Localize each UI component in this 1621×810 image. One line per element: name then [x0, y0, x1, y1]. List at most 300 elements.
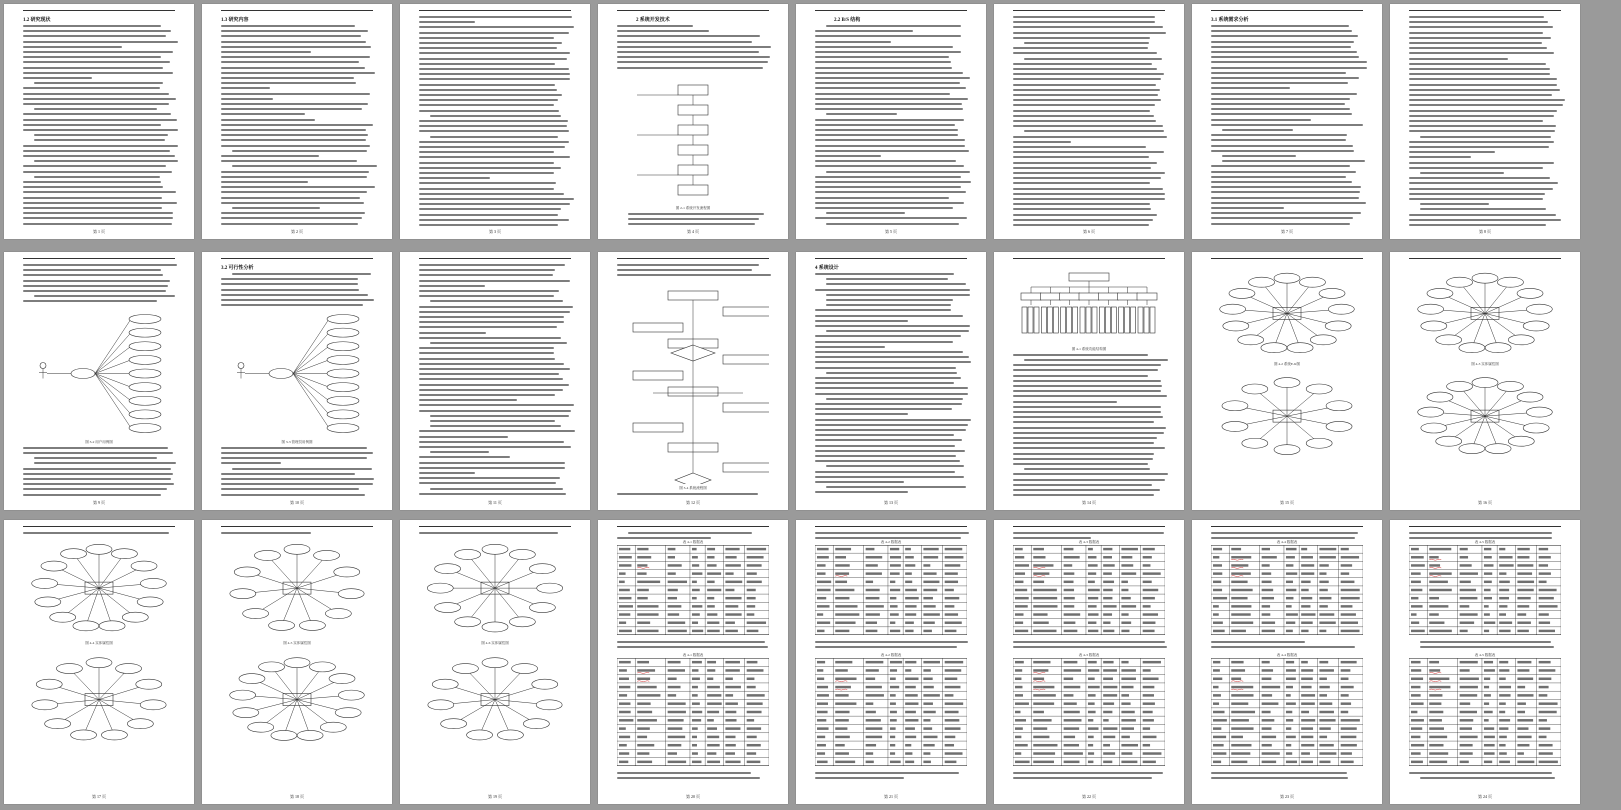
attribute-ellipse	[1523, 321, 1549, 331]
table-cell	[1286, 678, 1296, 680]
table-cell	[923, 564, 930, 566]
table-cell	[707, 686, 720, 688]
table-cell	[1262, 556, 1277, 558]
table-cell	[923, 589, 937, 591]
figure-caption: 图 3-3 管理员用例图	[281, 439, 313, 444]
table-cell	[1539, 661, 1551, 663]
table-cell	[1484, 736, 1495, 738]
attribute-ellipse	[512, 664, 538, 674]
table-cell	[1015, 761, 1030, 763]
flow-box	[678, 125, 708, 135]
document-page[interactable]	[202, 4, 392, 239]
table-cell	[692, 744, 697, 746]
page-number: 第 19 页	[488, 794, 502, 799]
document-page[interactable]	[4, 520, 194, 804]
tree-leaf	[1111, 307, 1116, 333]
text-line	[1409, 68, 1550, 70]
table-cell	[1484, 613, 1490, 615]
table-cell	[890, 661, 902, 663]
text-line	[419, 373, 559, 375]
text-line	[419, 130, 569, 132]
association	[95, 332, 131, 373]
table-cell	[725, 694, 733, 696]
table-cell	[1121, 702, 1130, 704]
table-cell	[1539, 572, 1551, 574]
table-cell	[707, 572, 721, 574]
text-line	[1222, 129, 1293, 131]
table-cell	[1064, 622, 1076, 624]
table-cell	[707, 622, 719, 624]
attribute-ellipse	[432, 679, 458, 689]
text-line	[1211, 93, 1357, 95]
tree-leaf	[1150, 307, 1155, 333]
page-header-rule	[1211, 526, 1363, 527]
text-line	[815, 315, 963, 317]
text-line	[232, 150, 366, 152]
text-line	[1013, 21, 1155, 23]
table-cell	[1301, 564, 1314, 566]
table-cell	[1143, 744, 1150, 746]
text-line	[826, 294, 970, 296]
text-line	[419, 224, 558, 226]
text-line	[419, 208, 561, 210]
table-cell	[1484, 605, 1489, 607]
usecase-ellipse	[129, 410, 161, 419]
text-line	[826, 398, 962, 400]
table-cell	[1460, 630, 1468, 632]
usecase-ellipse	[327, 342, 359, 351]
text-line	[815, 46, 953, 48]
attribute-ellipse	[1325, 321, 1351, 331]
text-line	[1013, 375, 1148, 377]
document-page[interactable]	[202, 252, 392, 510]
table-cell	[747, 678, 755, 680]
text-line	[1013, 532, 1164, 534]
text-line	[1409, 26, 1553, 28]
text-line	[1409, 120, 1543, 122]
table-cell	[1517, 761, 1534, 763]
data-table	[1211, 545, 1363, 635]
table-cell	[1143, 669, 1151, 671]
text-line	[1211, 186, 1361, 188]
association	[95, 360, 131, 374]
table-cell	[1319, 761, 1330, 763]
table-cell	[619, 605, 633, 607]
attribute-ellipse	[1274, 378, 1300, 388]
page-header-rule	[1409, 258, 1561, 259]
text-line	[1409, 177, 1550, 179]
document-page[interactable]	[202, 520, 392, 804]
table-cell	[866, 694, 884, 696]
attribute-ellipse	[41, 561, 67, 571]
table-cell	[1033, 572, 1049, 574]
table-cell	[923, 678, 932, 680]
table-cell	[1517, 736, 1531, 738]
text-line	[1409, 58, 1508, 60]
figure-caption: 图 4-6 实体属性图	[481, 641, 509, 646]
table-cell	[1429, 564, 1440, 566]
page-header-rule	[617, 10, 769, 11]
table-cell	[668, 622, 686, 624]
attribute-ellipse	[1418, 407, 1444, 417]
text-line	[815, 108, 963, 110]
text-line	[617, 35, 760, 37]
table-cell	[1064, 605, 1075, 607]
table-cell	[619, 727, 626, 729]
text-line	[815, 424, 968, 426]
attribute-ellipse	[1508, 437, 1534, 447]
document-page[interactable]	[1390, 4, 1580, 239]
text-line	[34, 176, 159, 178]
text-line	[1024, 468, 1150, 470]
text-line	[419, 295, 554, 297]
attribute-ellipse	[1427, 289, 1453, 299]
page-header-rule	[419, 526, 571, 527]
text-line	[419, 316, 564, 318]
text-line	[23, 285, 168, 287]
table-cell	[1460, 694, 1478, 696]
table-cell	[1429, 752, 1448, 754]
text-line	[23, 212, 173, 214]
text-line	[221, 67, 365, 69]
table-cell	[923, 572, 936, 574]
table-cell	[668, 564, 682, 566]
page-header-rule	[419, 10, 571, 11]
table-caption: 表 4-4 数据表	[1276, 653, 1298, 657]
table-cell	[1064, 572, 1075, 574]
table-cell	[866, 597, 880, 599]
page-number: 第 9 页	[93, 500, 105, 505]
table-cell	[692, 719, 701, 721]
table-cell	[1484, 711, 1493, 713]
document-page[interactable]	[796, 520, 986, 804]
text-line	[815, 532, 969, 534]
table-cell	[1539, 711, 1557, 713]
table-cell	[835, 613, 859, 615]
table-cell	[1301, 694, 1315, 696]
table-cell	[817, 719, 826, 721]
table-cell	[1103, 711, 1112, 713]
text-line	[23, 186, 163, 188]
text-line	[815, 98, 968, 100]
attribute-ellipse	[427, 583, 453, 593]
actor-head	[40, 362, 46, 368]
text-line	[23, 41, 178, 43]
table-cell	[725, 727, 740, 729]
table-cell	[1499, 694, 1510, 696]
table-cell	[692, 661, 702, 663]
attribute-ellipse	[320, 722, 346, 732]
table-cell	[817, 589, 831, 591]
document-page[interactable]	[598, 4, 788, 239]
table-cell	[1499, 702, 1506, 704]
table-cell	[1088, 548, 1093, 550]
page-header-rule	[617, 526, 769, 527]
text-line	[419, 125, 567, 127]
text-line	[419, 264, 565, 266]
table-cell	[692, 548, 697, 550]
table-cell	[707, 711, 719, 713]
attribute-ellipse	[529, 603, 555, 613]
text-line	[1013, 115, 1154, 117]
document-page[interactable]	[994, 520, 1184, 804]
table-cell	[1517, 686, 1525, 688]
text-line	[221, 478, 374, 480]
document-page[interactable]	[598, 252, 788, 510]
table-cell	[1262, 548, 1270, 550]
figure-caption: 图 4-5 实体属性图	[283, 641, 311, 646]
text-line	[419, 120, 568, 122]
document-page[interactable]	[4, 252, 194, 510]
table-cell	[905, 589, 917, 591]
text-line	[1013, 151, 1164, 153]
table-cell	[1033, 630, 1056, 632]
document-page[interactable]	[1192, 520, 1382, 804]
section-heading: 2.2 B/S 结构	[834, 18, 861, 23]
data-table	[1211, 658, 1363, 766]
table-cell	[1460, 572, 1478, 574]
table-cell	[1411, 744, 1424, 746]
table-cell	[1539, 556, 1551, 558]
table-cell	[725, 719, 736, 721]
table-cell	[1213, 630, 1225, 632]
table-cell	[707, 613, 717, 615]
table-cell	[1319, 702, 1332, 704]
text-line	[419, 52, 570, 54]
table-cell	[1286, 711, 1292, 713]
text-line	[1013, 73, 1164, 75]
table-cell	[1341, 661, 1357, 663]
text-line	[1013, 47, 1148, 49]
text-line	[232, 273, 370, 275]
document-page[interactable]	[400, 520, 590, 804]
table-cell	[1103, 605, 1116, 607]
table-cell	[1319, 736, 1327, 738]
spellcheck-underline	[1429, 576, 1441, 577]
table-cell	[866, 622, 877, 624]
text-line	[1211, 532, 1358, 534]
text-line	[221, 25, 355, 27]
text-line	[419, 290, 559, 292]
page-number: 第 21 页	[884, 794, 898, 799]
table-cell	[835, 744, 844, 746]
table-cell	[725, 605, 738, 607]
table-cell	[1143, 686, 1155, 688]
table-cell	[817, 548, 829, 550]
document-page[interactable]	[598, 520, 788, 804]
table-cell	[1121, 752, 1132, 754]
table-cell	[1143, 661, 1161, 663]
table-cell	[890, 597, 896, 599]
attribute-ellipse	[1421, 321, 1447, 331]
table-cell	[1460, 564, 1472, 566]
table-cell	[637, 605, 658, 607]
table-cell	[1286, 613, 1298, 615]
table-cell	[1103, 669, 1117, 671]
table-cell	[835, 630, 849, 632]
table-cell	[1286, 661, 1294, 663]
table-cell	[1121, 661, 1128, 663]
attribute-ellipse	[1326, 422, 1352, 432]
table-cell	[1484, 572, 1492, 574]
table-cell	[1015, 613, 1024, 615]
table-cell	[890, 761, 901, 763]
text-line	[628, 218, 758, 220]
text-line	[1013, 401, 1117, 403]
table-cell	[817, 581, 831, 583]
table-cell	[668, 736, 686, 738]
attribute-ellipse	[140, 578, 166, 588]
text-line	[221, 447, 367, 449]
table-cell	[1033, 702, 1054, 704]
page-number: 第 3 页	[489, 229, 501, 234]
document-page[interactable]	[400, 252, 590, 510]
table-cell	[1539, 727, 1551, 729]
table-cell	[1015, 711, 1020, 713]
table-cell	[619, 661, 631, 663]
attribute-ellipse	[1222, 401, 1248, 411]
table-cell	[1429, 630, 1452, 632]
text-line	[430, 488, 563, 490]
attribute-ellipse	[1310, 335, 1336, 345]
table-cell	[1286, 727, 1291, 729]
attribute-ellipse	[1517, 392, 1543, 402]
association	[293, 373, 329, 387]
text-line	[23, 274, 163, 276]
usecase-ellipse	[129, 369, 161, 378]
text-line	[23, 87, 160, 89]
table-cell	[1499, 678, 1506, 680]
attribute-ellipse	[529, 564, 555, 574]
page-header-rule	[23, 10, 175, 11]
table-cell	[835, 761, 855, 763]
table-cell	[1429, 548, 1451, 550]
table-cell	[1460, 727, 1472, 729]
attribute-ellipse	[1472, 274, 1498, 284]
table-cell	[1103, 744, 1110, 746]
table-cell	[1286, 744, 1291, 746]
association	[95, 373, 131, 414]
document-page[interactable]	[1192, 252, 1382, 510]
text-line	[419, 89, 557, 91]
table-cell	[637, 752, 649, 754]
text-line	[221, 155, 319, 157]
table-cell	[1301, 605, 1310, 607]
text-line	[221, 129, 366, 131]
text-line	[419, 378, 563, 380]
text-line	[419, 182, 556, 184]
flowchart-box	[633, 423, 683, 432]
table-cell	[1539, 719, 1547, 721]
table-cell	[1213, 686, 1219, 688]
text-line	[1409, 141, 1554, 143]
table-cell	[1429, 589, 1452, 591]
document-page[interactable]	[1390, 520, 1580, 804]
table-cell	[945, 556, 964, 558]
table-cell	[1517, 605, 1529, 607]
document-page[interactable]	[796, 4, 986, 239]
flow-box	[678, 105, 708, 115]
table-cell	[905, 564, 915, 566]
table-cell	[1460, 661, 1478, 663]
table-cell	[725, 548, 739, 550]
table-cell	[890, 564, 901, 566]
page-header-rule	[1211, 258, 1363, 259]
table-cell	[1411, 581, 1421, 583]
table-cell	[747, 572, 757, 574]
text-line	[23, 155, 175, 157]
table-cell	[1301, 548, 1307, 550]
text-line	[617, 772, 751, 774]
document-page[interactable]	[4, 4, 194, 239]
table-cell	[835, 727, 847, 729]
text-line	[826, 283, 965, 285]
table-cell	[1319, 694, 1327, 696]
table-cell	[1460, 678, 1479, 680]
text-line	[1013, 120, 1156, 122]
table-cell	[1460, 669, 1470, 671]
document-page[interactable]	[796, 252, 986, 510]
table-cell	[1301, 630, 1308, 632]
text-line	[1013, 406, 1161, 408]
text-line	[1409, 151, 1495, 153]
text-line	[419, 63, 555, 65]
table-cell	[1033, 548, 1044, 550]
table-cell	[1033, 736, 1049, 738]
table-cell	[923, 761, 931, 763]
table-cell	[1121, 556, 1132, 558]
table-cell	[637, 556, 651, 558]
usecase-ellipse	[129, 396, 161, 405]
document-page[interactable]	[1390, 252, 1580, 510]
table-cell	[1517, 669, 1529, 671]
document-page[interactable]	[1192, 4, 1382, 239]
table-cell	[1286, 686, 1293, 688]
table-cell	[725, 622, 735, 624]
table-cell	[1460, 736, 1478, 738]
table-cell	[835, 736, 850, 738]
table-cell	[905, 661, 916, 663]
attribute-ellipse	[482, 544, 508, 554]
table-cell	[1064, 678, 1073, 680]
table-cell	[1319, 727, 1330, 729]
text-line	[1013, 385, 1162, 387]
table-cell	[1429, 556, 1438, 558]
table-cell	[1143, 761, 1156, 763]
spellcheck-underline	[1033, 672, 1045, 673]
table-cell	[1103, 589, 1113, 591]
tree-leaf	[1131, 307, 1136, 333]
table-cell	[668, 727, 683, 729]
table-cell	[637, 711, 652, 713]
attribute-ellipse	[441, 719, 467, 729]
document-page[interactable]	[994, 252, 1184, 510]
table-cell	[1064, 761, 1080, 763]
table-cell	[1460, 556, 1468, 558]
text-line	[815, 367, 956, 369]
document-page[interactable]	[994, 4, 1184, 239]
text-line	[1211, 646, 1355, 648]
text-line	[617, 46, 771, 48]
document-page[interactable]	[400, 4, 590, 239]
text-line	[1013, 437, 1157, 439]
text-line	[1013, 78, 1161, 80]
text-line	[419, 16, 572, 18]
table-cell	[1539, 702, 1558, 704]
attribute-ellipse	[1485, 343, 1511, 353]
text-line	[1013, 777, 1152, 779]
tree-figure	[1013, 267, 1165, 344]
